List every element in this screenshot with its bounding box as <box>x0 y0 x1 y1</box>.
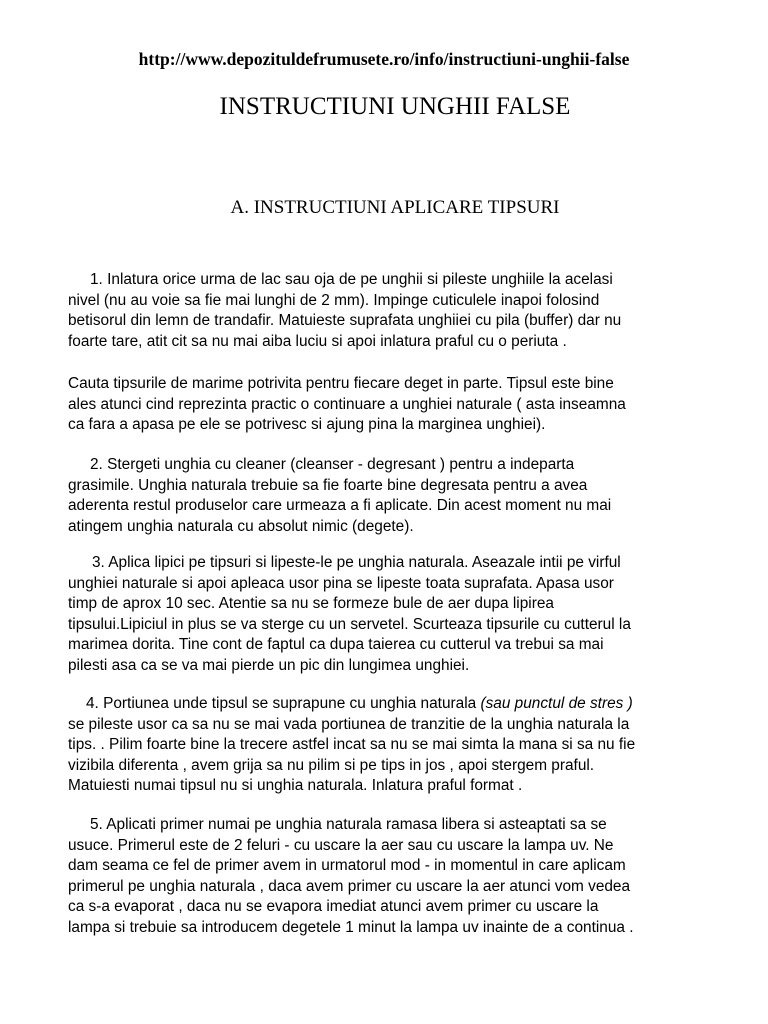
text-line: ales atunci cind reprezinta practic o continuare a unghiei naturale ( asta inseamna <box>68 395 626 413</box>
text-line: se pileste usor ca sa nu se mai vada portiunea de tranzitie de la unghia naturala la <box>68 715 630 733</box>
text-line: ca s-a evaporat , daca nu se evapora imediat atunci avem primer cu uscare la <box>68 898 599 915</box>
paragraph-step-4 <box>68 694 728 797</box>
text-line: dam seama ce fel de primer avem in urmatorul mod - in momentul in care aplicam <box>68 857 626 874</box>
paragraph-step-3 <box>68 553 728 676</box>
text-line: foarte tare, atit cit sa nu mai aiba luciu si apoi inlatura praful cu o periuta . <box>68 332 567 350</box>
text-line: timp de aprox 10 sec. Atentie sa nu se formeze bule de aer dupa lipirea <box>68 595 554 612</box>
paragraph-step-1 <box>68 270 728 352</box>
text-line: 2. Stergeti unghia cu cleaner (cleanser - degresant ) pentru a indeparta <box>90 456 575 473</box>
paragraph-step-5 <box>68 815 728 938</box>
paragraph-tip-sizing <box>68 374 728 436</box>
section-title: A. INSTRUCTIUNI APLICARE TIPSURI <box>230 197 560 218</box>
paragraph-step-2 <box>68 455 728 537</box>
text-line: usuce. Primerul este de 2 feluri - cu uscare la aer sau cu uscare la lampa uv. Ne <box>68 836 614 854</box>
text-line: ca fara a apasa pe ele se potrivesc si ajung pina la marginea unghiei). <box>68 416 546 433</box>
text-line: aderenta restul produselor care urmeaza a fi aplicate. Din acest moment nu mai <box>68 497 612 514</box>
text-line: unghiei naturale si apoi apleaca usor pina se lipeste toata suprafata. Apasa usor <box>68 574 614 592</box>
document-title: INSTRUCTIUNI UNGHII FALSE <box>219 93 571 120</box>
text-line-italic: (sau punctul de stres ) <box>480 695 633 712</box>
source-url: http://www.depozituldefrumusete.ro/info/instructiuni-unghii-false <box>138 49 630 69</box>
text-line: tips. . Pilim foarte bine la trecere astfel incat sa nu se mai simta la mana si sa nu fie <box>68 736 636 753</box>
text-line: lampa si trebuie sa introducem degetele 1 minut la lampa uv inainte de a continua . <box>68 918 634 936</box>
text-line: 3. Aplica lipici pe tipsuri si lipeste-le pe unghia naturala. Aseazale intii pe virful <box>92 554 621 571</box>
text-line: Cauta tipsurile de marime potrivita pentru fiecare deget in parte. Tipsul este bine <box>68 375 614 392</box>
text-line: tipsului.Lipiciul in plus se va sterge cu un servetel. Scurteaza tipsurile cu cutterul la <box>68 615 631 633</box>
text-line <box>68 694 728 715</box>
text-line-main: 4. Portiunea unde tipsul se suprapune cu unghia naturala <box>86 695 481 712</box>
text-line: marimea dorita. Tine cont de faptul ca dupa taierea cu cutterul va trebui sa mai <box>68 636 604 653</box>
text-line: vizibila diferenta , avem grija sa nu pilim si pe tips in jos , apoi stergem praful. <box>68 756 595 774</box>
text-line: atingem unghia naturala cu absolut nimic (degete). <box>68 517 414 535</box>
text-line: betisorul din lemn de trandafir. Matuieste suprafata unghiiei cu pila (buffer) dar nu <box>68 312 622 329</box>
text-line: pilesti asa ca se va mai pierde un pic din lungimea unghiei. <box>68 656 470 674</box>
text-line: 5. Aplicati primer numai pe unghia naturala ramasa libera si asteaptati sa se <box>90 816 607 833</box>
text-line: primerul pe unghia naturala , daca avem primer cu uscare la aer atunci vom vedea <box>68 877 631 895</box>
text-line: nivel (nu au voie sa fie mai lunghi de 2 mm). Impinge cuticulele inapoi folosind <box>68 291 600 309</box>
text-line: Matuiesti numai tipsul nu si unghia naturala. Inlatura praful format . <box>68 777 523 794</box>
text-line: grasimile. Unghia naturala trebuie sa fie foarte bine degresata pentru a avea <box>68 476 588 494</box>
text-line: 1. Inlatura orice urma de lac sau oja de pe unghii si pileste unghiile la acelasi <box>90 271 613 288</box>
